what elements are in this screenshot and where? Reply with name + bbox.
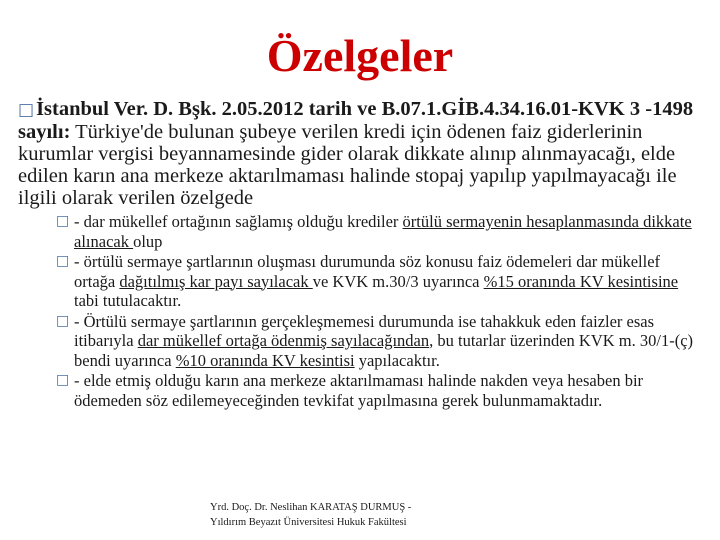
- main-bullet-body: Türkiye'de bulunan şubeye verilen kredi için ödenen faiz giderlerinin kurumlar vergisi beyannamesinde gider olarak dikkate alınıp alınmayacağı, elde edilen karın ana merkeze aktarılmaması halinde stopaj yapılıp yapılmayacağı ile ilgili olarak verilen özelgede: [18, 121, 677, 209]
- footer-institution: Yıldırım Beyazıt Üniversitesi Hukuk Fakültesi: [210, 517, 407, 528]
- footer-author: Yrd. Doç. Dr. Neslihan KARATAŞ DURMUŞ -: [210, 502, 412, 513]
- sub-text: - dar mükellef ortağının sağlamış olduğu krediler: [74, 212, 403, 231]
- underlined-text: %10 oranında KV kesintisi: [175, 350, 355, 370]
- footer: [210, 500, 510, 530]
- bullet-icon: □: [56, 213, 70, 229]
- sub-bullet: [56, 312, 696, 371]
- slide-title: Özelgeler: [266, 30, 454, 81]
- sub-text: tabi tutulacaktır.: [74, 291, 182, 310]
- sub-text: - örtülü sermaye şartlarının oluşması durumunda söz konusu faiz ödemeleri dar mükellef ortağa: [74, 252, 661, 291]
- sub-bullet-list: [56, 212, 696, 411]
- underlined-text: örtülü sermayenin hesaplanmasında dikkate alınacak: [74, 212, 692, 251]
- bullet-icon: □: [56, 312, 70, 329]
- bullet-icon: □: [18, 100, 35, 120]
- sub-text: , bu tutarlar üzerinden KVK m. 30/1-(ç) bendi uyarınca: [74, 331, 694, 370]
- sub-bullet: [56, 212, 696, 251]
- underlined-text: %15 oranında KV kesintisine: [483, 271, 679, 291]
- bullet-icon: □: [56, 372, 70, 388]
- sub-text: - elde etmiş olduğu karın ana merkeze aktarılmaması halinde nakden veya hesaben bir ödemeden söz edilemeyeceğinden tevkifat yapılmasına gerek bulunmamaktadır.: [74, 371, 644, 410]
- main-bullet-text: [18, 98, 708, 209]
- sub-bullet: [56, 252, 696, 311]
- underlined-text: dağıtılmış kar payı sayılacak: [119, 271, 313, 291]
- sub-text: - Örtülü sermaye şartlarının gerçekleşmemesi durumunda ise tahakkuk eden faizler esas itibarıyla: [74, 311, 655, 350]
- sub-bullet: [56, 371, 696, 410]
- ruling-reference: İstanbul Ver. D. Bşk. 2.05.2012 tarih ve B.07.1.GİB.4.34.16.01-KVK 3 -1498 sayılı:: [18, 98, 694, 143]
- main-bullet: [18, 98, 708, 209]
- sub-text: yapılacaktır.: [354, 350, 440, 370]
- sub-text: olup: [133, 231, 163, 251]
- bullet-icon: □: [56, 253, 70, 269]
- sub-text: ve KVK m.30/3 uyarınca: [312, 271, 484, 291]
- underlined-text: dar mükellef ortağa ödenmiş sayılacağından: [137, 331, 430, 350]
